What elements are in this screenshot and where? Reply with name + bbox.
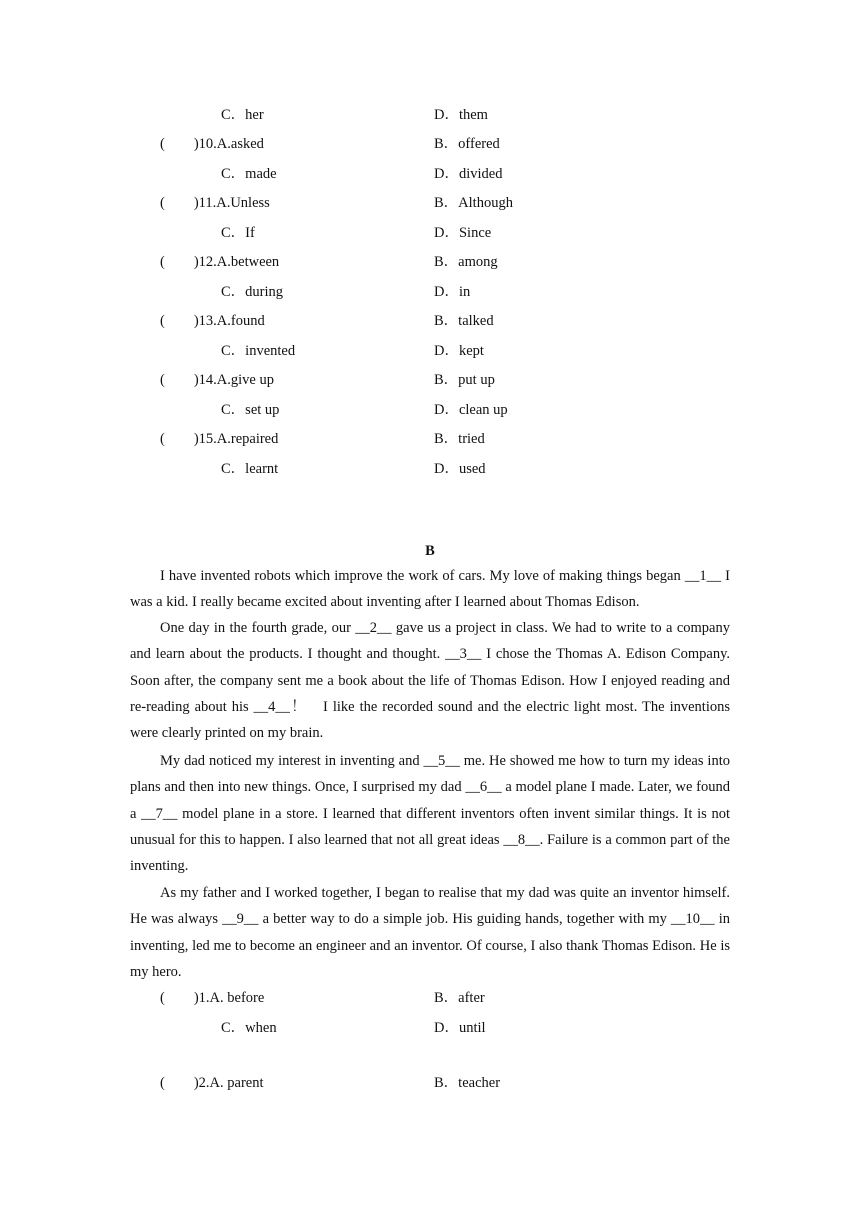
option-d: D．them	[434, 107, 488, 123]
question-number: ( )1.A. before	[160, 990, 265, 1006]
option-c: C．her	[221, 107, 264, 123]
option-b: B．Although	[434, 195, 513, 211]
option-c: C．invented	[221, 343, 296, 359]
option-b: B．put up	[434, 372, 495, 388]
question-number: ( )10.A.asked	[160, 136, 264, 152]
option-c: C．learnt	[221, 461, 279, 477]
option-b: B．offered	[434, 136, 500, 152]
option-b: B．among	[434, 254, 498, 270]
passage-paragraph-2: One day in the fourth grade, our __2__ gave us a project in class. We had to write to a company and learn about the products. I thought and thought. __3__ I chose the Thomas A. Edison Company. Soon after, the company sent me a book about the life of Thomas Edison. How I enjoyed reading and re-reading about his __4__！ I like the recorded sound and the electric light most. The inventions were clearly printed on my brain.	[130, 620, 730, 742]
option-b: B．tried	[434, 431, 485, 447]
option-d: D．used	[434, 461, 486, 477]
option-d: D．in	[434, 284, 471, 300]
question-number: ( )11.A.Unless	[160, 195, 270, 211]
option-c: C．set up	[221, 402, 280, 418]
option-c: C．made	[221, 166, 277, 182]
question-number: ( )2.A. parent	[160, 1075, 264, 1091]
passage-paragraph-4: As my father and I worked together, I began to realise that my dad was quite an inventor himself. He was always __9__ a better way to do a simple job. His guiding hands, together with my __10__ in inventing, led me to become an engineer and an inventor. Of course, I also thank Thomas Edison. He is my hero.	[130, 885, 730, 980]
question-number: ( )15.A.repaired	[160, 431, 279, 447]
question-number: ( )12.A.between	[160, 254, 280, 270]
option-d: D．kept	[434, 343, 484, 359]
option-d: D．divided	[434, 166, 503, 182]
option-b: B．teacher	[434, 1075, 501, 1091]
option-d: D．clean up	[434, 402, 508, 418]
question-number: ( )13.A.found	[160, 313, 265, 329]
option-b: B．talked	[434, 313, 494, 329]
option-b: B．after	[434, 990, 485, 1006]
question-number: ( )14.A.give up	[160, 372, 274, 388]
option-d: D．until	[434, 1020, 486, 1036]
passage-paragraph-1: I have invented robots which improve the work of cars. My love of making things began __1__ I was a kid. I really became excited about inventing after I learned about Thomas Edison.	[130, 568, 730, 611]
option-c: C．during	[221, 284, 284, 300]
option-d: D．Since	[434, 225, 492, 241]
passage-paragraph-3: My dad noticed my interest in inventing and __5__ me. He showed me how to turn my ideas into plans and then into new things. Once, I surprised my dad __6__ a model plane I made. Later, we found a __7__ model plane in a store. I learned that different inventors often invent similar things. It is not unusual for this to happen. I also learned that not all great ideas __8__. Failure is a common part of the inventing.	[130, 753, 730, 875]
option-c: C．If	[221, 225, 255, 241]
option-c: C．when	[221, 1020, 277, 1036]
section-title: B	[425, 543, 435, 559]
